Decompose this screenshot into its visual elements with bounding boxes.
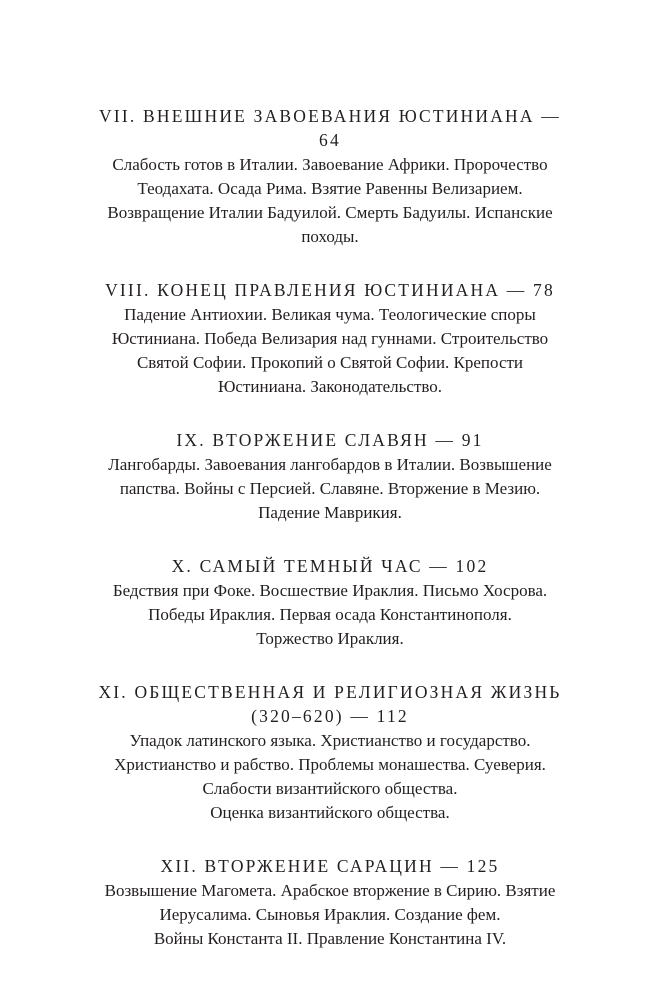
chapter-summary-line: Войны Константа II. Правление Константина IV. (153, 929, 507, 948)
chapter-summary-line: Слабость готов в Италии. Завоевание Африки. Пророчество (112, 155, 548, 174)
chapter-summary (95, 303, 565, 399)
chapter-summary-line: Оценка византийского общества. (210, 803, 450, 822)
chapter-summary-line: Упадок латинского языка. Христианство и государство. (129, 731, 531, 750)
chapter-summary (95, 729, 565, 825)
chapter-summary-line: Падение Антиохии. Великая чума. Теологические споры (124, 305, 536, 324)
chapter-summary-line: Слабости византийского общества. (202, 779, 458, 798)
chapter-summary-line: Падение Маврикия. (258, 503, 402, 522)
chapter-summary-line: Теодахата. Осада Рима. Взятие Равенны Велизарием. (137, 179, 523, 198)
chapter-heading (95, 428, 565, 452)
chapter-summary-line: Юстиниана. Победа Велизария над гуннами. Строительство (111, 329, 549, 348)
chapter-summary-line: Христианство и рабство. Проблемы монашества. Суеверия. (114, 755, 546, 774)
chapter-heading-line: XII. ВТОРЖЕНИЕ САРАЦИН — 125 (160, 856, 500, 876)
chapter-heading (95, 278, 565, 302)
chapter-summary-line: Лангобарды. Завоевания лангобардов в Италии. Возвышение (108, 455, 552, 474)
chapter-heading-line: XI. ОБЩЕСТВЕННАЯ И РЕЛИГИОЗНАЯ ЖИЗНЬ (98, 682, 562, 702)
chapter-summary-line: Победы Ираклия. Первая осада Константинополя. (148, 605, 512, 624)
chapter-summary (95, 579, 565, 651)
toc-entry-vii (95, 104, 565, 249)
chapter-summary-line: Возвращение Италии Бадуилой. Смерть Бадуилы. Испанские (107, 203, 553, 222)
toc-entry-xii (95, 854, 565, 951)
toc-entry-viii (95, 278, 565, 399)
table-of-contents (95, 104, 565, 980)
chapter-summary-line: папства. Войны с Персией. Славяне. Вторжение в Мезию. (119, 479, 541, 498)
chapter-heading (95, 854, 565, 878)
chapter-summary-line: Возвышение Магомета. Арабское вторжение в Сирию. Взятие (104, 881, 556, 900)
chapter-heading-line: (320–620) — 112 (251, 706, 409, 726)
chapter-heading-line: VIII. КОНЕЦ ПРАВЛЕНИЯ ЮСТИНИАНА — 78 (105, 280, 555, 300)
chapter-heading-line: IX. ВТОРЖЕНИЕ СЛАВЯН — 91 (176, 430, 484, 450)
chapter-summary (95, 879, 565, 951)
chapter-summary-line: Бедствия при Фоке. Восшествие Ираклия. Письмо Хосрова. (112, 581, 548, 600)
chapter-summary (95, 153, 565, 249)
chapter-heading (95, 680, 565, 728)
chapter-heading (95, 104, 565, 152)
chapter-heading (95, 554, 565, 578)
chapter-summary-line: Торжество Ираклия. (256, 629, 404, 648)
chapter-heading-line: VII. ВНЕШНИЕ ЗАВОЕВАНИЯ ЮСТИНИАНА — (98, 106, 562, 126)
chapter-heading-line: X. САМЫЙ ТЕМНЫЙ ЧАС — 102 (171, 556, 489, 576)
chapter-summary-line: Юстиниана. Законодательство. (217, 377, 443, 396)
toc-entry-xi (95, 680, 565, 825)
chapter-page-number: 64 (319, 130, 341, 150)
chapter-summary-line: Иерусалима. Сыновья Ираклия. Создание фем. (159, 905, 501, 924)
chapter-summary (95, 453, 565, 525)
chapter-summary-line: Святой Софии. Прокопий о Святой Софии. Крепости (136, 353, 524, 372)
toc-entry-x (95, 554, 565, 651)
chapter-summary-line: походы. (301, 227, 359, 246)
toc-entry-ix (95, 428, 565, 525)
